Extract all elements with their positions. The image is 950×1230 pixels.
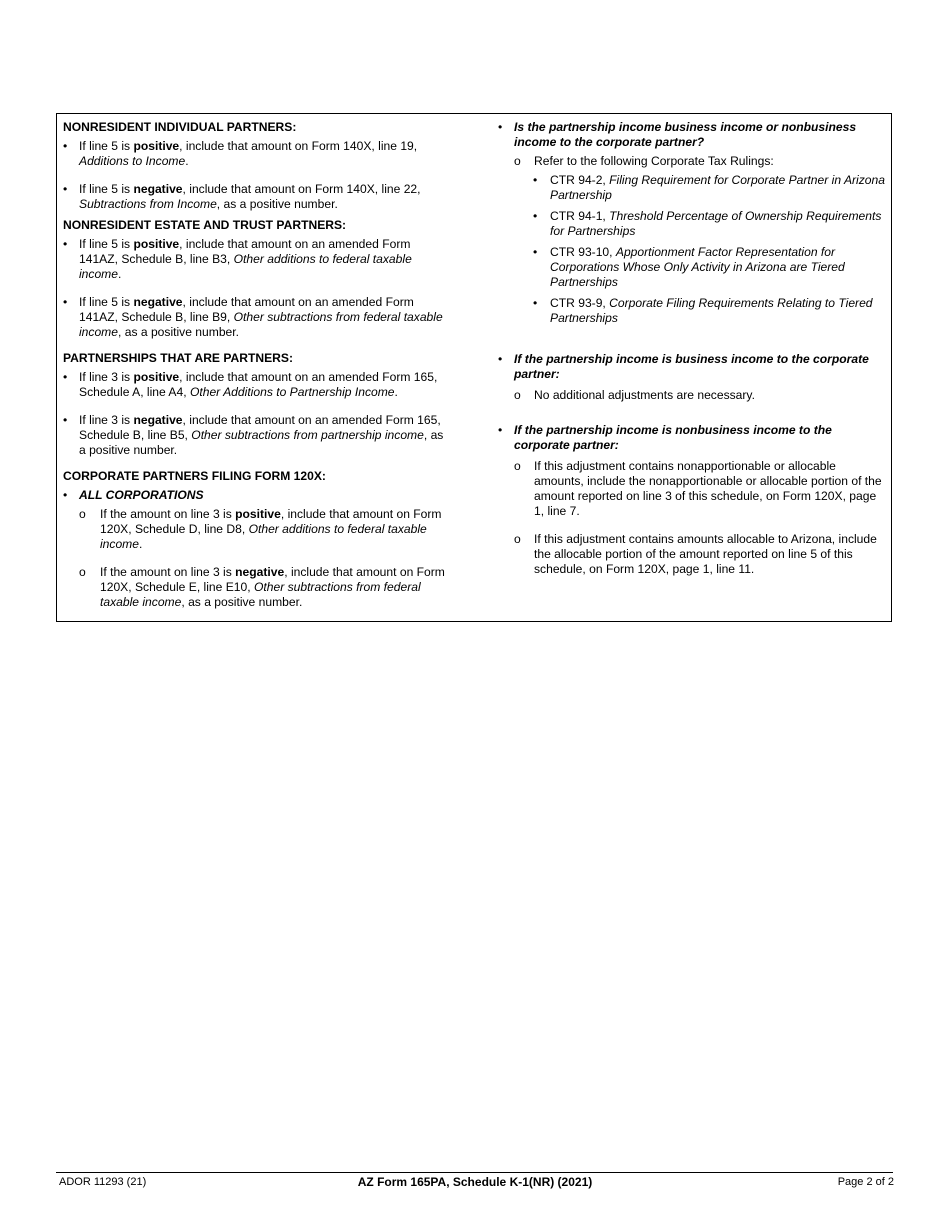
nonbusiness-item-1: o If this adjustment contains nonapportionable or allocable amounts, include the nonapportionable or allocable portion of the amount reported on line 3 of this schedule, on Form 120X, page 1, line 7. xyxy=(514,459,882,518)
refer-rulings: o Refer to the following Corporate Tax Rulings: xyxy=(514,154,774,168)
left-column xyxy=(63,120,448,610)
form-id: ADOR 11293 (21) xyxy=(59,1176,147,1188)
partnerships-item-2: • If line 3 is negative, include that amount on an amended Form 165, Schedule B, line B5, Other subtractions from partnership income, as a positive number. xyxy=(63,413,444,457)
individual-heading: NONRESIDENT INDIVIDUAL PARTNERS: xyxy=(63,120,297,134)
page-number: Page 2 of 2 xyxy=(837,1176,894,1188)
form-title: AZ Form 165PA, Schedule K-1(NR) (2021) xyxy=(357,1175,593,1189)
individual-item-1: • If line 5 is positive, include that amount on Form 140X, line 19, Additions to Income. xyxy=(63,139,418,168)
corporate-item-1: o If the amount on line 3 is positive, include that amount on Form 120X, Schedule D, line D8, Other additions to federal taxable income. xyxy=(79,507,442,551)
footer-rule xyxy=(56,1172,893,1173)
corporate-item-2: o If the amount on line 3 is negative, include that amount on Form 120X, Schedule E, line E10, Other subtractions from federal taxable income, as a positive number. xyxy=(79,565,445,609)
ruling-item: • CTR 93-10, Apportionment Factor Representation for Corporations Whose Only Activity in Arizona are Tiered Partnerships xyxy=(533,245,845,289)
estate-item-1: • If line 5 is positive, include that amount on an amended Form 141AZ, Schedule B, line B3, Other additions to federal taxable income. xyxy=(63,237,412,281)
right-column xyxy=(498,120,888,577)
estate-item-2: • If line 5 is negative, include that amount on an amended Form 141AZ, Schedule B, line B9, Other subtractions from federal taxable income, as a positive number. xyxy=(63,295,443,339)
ruling-item: • CTR 94-1, Threshold Percentage of Ownership Requirements for Partnerships xyxy=(533,209,882,238)
question-business-income-yes: • If the partnership income is business income to the corporate partner: xyxy=(498,352,869,381)
partnerships-item-1: • If line 3 is positive, include that amount on an amended Form 165, Schedule A, line A4, Other Additions to Partnership Income. xyxy=(63,370,438,399)
instructions-box xyxy=(56,113,892,622)
nonbusiness-item-2: o If this adjustment contains amounts allocable to Arizona, include the allocable portion of the amount reported on line 5 of this schedule, on Form 120X, page 1, line 11. xyxy=(514,532,877,576)
ruling-item: • CTR 93-9, Corporate Filing Requirements Relating to Tiered Partnerships xyxy=(533,296,873,325)
no-adjustments-note: o No additional adjustments are necessary. xyxy=(514,388,755,402)
question-business-income: • Is the partnership income business income or nonbusiness income to the corporate partner? xyxy=(498,120,857,149)
ruling-item: • CTR 94-2, Filing Requirement for Corporate Partner in Arizona Partnership xyxy=(533,173,885,202)
corporate-heading: CORPORATE PARTNERS FILING FORM 120X: xyxy=(63,469,326,483)
individual-item-2: • If line 5 is negative, include that amount on Form 140X, line 22, Subtractions from Income, as a positive number. xyxy=(63,182,421,211)
estate-heading: NONRESIDENT ESTATE AND TRUST PARTNERS: xyxy=(63,218,347,232)
all-corporations: • ALL CORPORATIONS xyxy=(63,488,204,502)
question-nonbusiness-income: • If the partnership income is nonbusiness income to the corporate partner: xyxy=(498,423,832,452)
partnerships-heading: PARTNERSHIPS THAT ARE PARTNERS: xyxy=(63,351,294,365)
